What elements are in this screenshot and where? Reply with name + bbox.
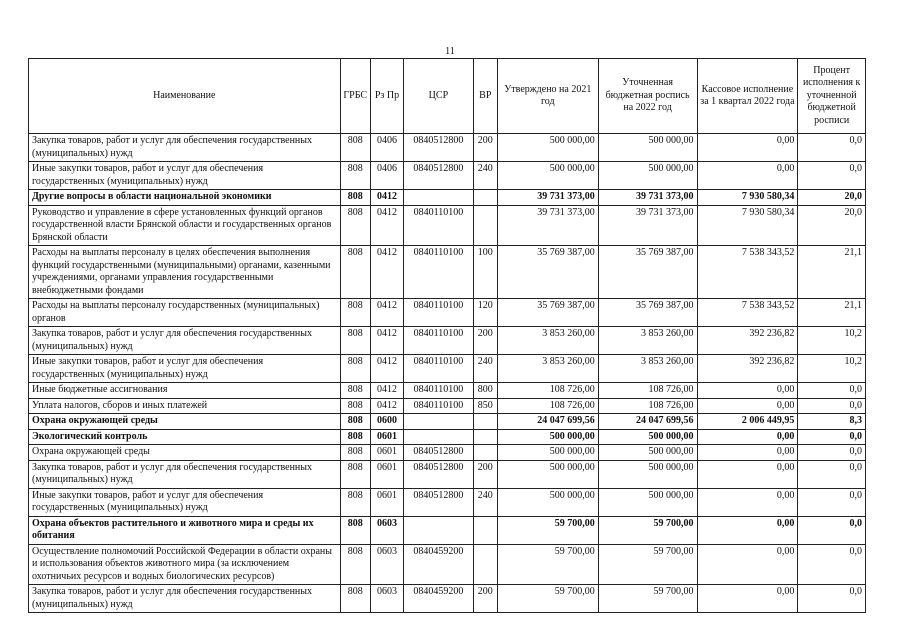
header-approved-2021: Утверждено на 2021 год [497,59,598,134]
table-row [29,327,866,355]
cell-vr: 240 [473,488,497,516]
cell-refined: 500 000,00 [598,162,697,190]
cell-approved: 35 769 387,00 [497,246,598,299]
cell-csr: 0840512800 [404,445,474,461]
cell-approved: 59 700,00 [497,516,598,544]
cell-refined: 59 700,00 [598,516,697,544]
cell-grbs: 808 [340,383,370,399]
page-number: 11 [445,46,455,57]
cell-rzpr: 0412 [370,355,403,383]
table-row [29,190,866,206]
cell-vr [473,429,497,445]
cell-vr: 200 [473,460,497,488]
cell-name: Охрана окружающей среды [29,414,341,430]
cell-percent: 10,2 [798,355,866,383]
cell-executed: 0,00 [697,585,798,613]
cell-approved: 3 853 260,00 [497,355,598,383]
cell-name: Расходы на выплаты персоналу в целях обеспечения выполнения функций государственными (муниципальными) органами, казенными учреждениями, органами управления государственными внебюджетными фондами [29,246,341,299]
cell-executed: 7 538 343,52 [697,246,798,299]
cell-vr: 240 [473,162,497,190]
cell-approved: 108 726,00 [497,383,598,399]
cell-name: Закупка товаров, работ и услуг для обеспечения государственных (муниципальных) нужд [29,134,341,162]
table-row [29,134,866,162]
cell-csr [404,429,474,445]
table-header-row [29,59,866,134]
cell-csr: 0840512800 [404,488,474,516]
cell-grbs: 808 [340,205,370,246]
cell-refined: 500 000,00 [598,445,697,461]
cell-refined: 35 769 387,00 [598,299,697,327]
cell-approved: 39 731 373,00 [497,190,598,206]
cell-csr: 0840512800 [404,460,474,488]
cell-grbs: 808 [340,460,370,488]
cell-executed: 392 236,82 [697,327,798,355]
cell-rzpr: 0412 [370,327,403,355]
cell-rzpr: 0412 [370,299,403,327]
header-csr: ЦСР [404,59,474,134]
cell-executed: 0,00 [697,134,798,162]
cell-vr: 240 [473,355,497,383]
cell-approved: 500 000,00 [497,134,598,162]
cell-rzpr: 0406 [370,134,403,162]
cell-approved: 35 769 387,00 [497,299,598,327]
cell-executed: 0,00 [697,429,798,445]
cell-grbs: 808 [340,398,370,414]
cell-refined: 500 000,00 [598,429,697,445]
cell-percent: 0,0 [798,516,866,544]
cell-percent: 0,0 [798,398,866,414]
header-rzpr: Рз Пр [370,59,403,134]
cell-rzpr: 0412 [370,205,403,246]
table-row [29,488,866,516]
cell-vr [473,544,497,585]
header-name: Наименование [29,59,341,134]
cell-name: Руководство и управление в сфере установленных функций органов государственной власти Брянской области и государственных органов Брянской области [29,205,341,246]
cell-executed: 0,00 [697,445,798,461]
table-row [29,585,866,613]
cell-csr: 0840110100 [404,205,474,246]
cell-percent: 0,0 [798,460,866,488]
cell-name: Закупка товаров, работ и услуг для обеспечения государственных (муниципальных) нужд [29,460,341,488]
cell-executed: 0,00 [697,460,798,488]
cell-rzpr: 0412 [370,398,403,414]
cell-grbs: 808 [340,544,370,585]
cell-rzpr: 0603 [370,516,403,544]
cell-csr: 0840110100 [404,398,474,414]
table-row [29,299,866,327]
cell-percent: 0,0 [798,162,866,190]
table-row [29,516,866,544]
cell-vr [473,516,497,544]
cell-rzpr: 0601 [370,488,403,516]
cell-vr [473,205,497,246]
table-row [29,460,866,488]
cell-percent: 20,0 [798,205,866,246]
cell-rzpr: 0601 [370,429,403,445]
cell-name: Расходы на выплаты персоналу государственных (муниципальных) органов [29,299,341,327]
cell-refined: 24 047 699,56 [598,414,697,430]
cell-refined: 3 853 260,00 [598,327,697,355]
cell-vr: 800 [473,383,497,399]
cell-vr: 200 [473,134,497,162]
table-row [29,162,866,190]
cell-csr: 0840110100 [404,327,474,355]
cell-approved: 500 000,00 [497,445,598,461]
cell-refined: 59 700,00 [598,585,697,613]
cell-percent: 8,3 [798,414,866,430]
cell-csr: 0840459200 [404,585,474,613]
cell-name: Охрана окружающей среды [29,445,341,461]
cell-executed: 0,00 [697,162,798,190]
cell-percent: 0,0 [798,445,866,461]
cell-grbs: 808 [340,488,370,516]
table-row [29,429,866,445]
cell-percent: 10,2 [798,327,866,355]
cell-percent: 0,0 [798,134,866,162]
table-body [29,134,866,613]
table-row [29,205,866,246]
cell-refined: 35 769 387,00 [598,246,697,299]
cell-name: Иные закупки товаров, работ и услуг для обеспечения государственных (муниципальных) нужд [29,355,341,383]
cell-executed: 0,00 [697,383,798,399]
cell-refined: 108 726,00 [598,383,697,399]
cell-approved: 500 000,00 [497,460,598,488]
cell-grbs: 808 [340,162,370,190]
cell-name: Иные закупки товаров, работ и услуг для обеспечения государственных (муниципальных) нужд [29,162,341,190]
cell-vr: 100 [473,246,497,299]
cell-approved: 39 731 373,00 [497,205,598,246]
table-row [29,246,866,299]
cell-vr [473,190,497,206]
cell-grbs: 808 [340,585,370,613]
cell-name: Экологический контроль [29,429,341,445]
budget-table [28,58,866,613]
cell-rzpr: 0601 [370,460,403,488]
cell-percent: 21,1 [798,299,866,327]
cell-csr: 0840110100 [404,299,474,327]
table-row [29,355,866,383]
cell-grbs: 808 [340,246,370,299]
cell-csr: 0840110100 [404,355,474,383]
cell-rzpr: 0601 [370,445,403,461]
cell-csr [404,516,474,544]
cell-approved: 500 000,00 [497,429,598,445]
cell-grbs: 808 [340,190,370,206]
cell-rzpr: 0412 [370,190,403,206]
cell-grbs: 808 [340,327,370,355]
cell-executed: 0,00 [697,544,798,585]
cell-rzpr: 0412 [370,383,403,399]
cell-executed: 0,00 [697,488,798,516]
cell-executed: 7 930 580,34 [697,190,798,206]
cell-vr [473,414,497,430]
cell-refined: 500 000,00 [598,460,697,488]
cell-vr: 200 [473,585,497,613]
cell-executed: 2 006 449,95 [697,414,798,430]
cell-refined: 500 000,00 [598,488,697,516]
cell-refined: 39 731 373,00 [598,190,697,206]
cell-refined: 39 731 373,00 [598,205,697,246]
cell-csr: 0840459200 [404,544,474,585]
cell-approved: 108 726,00 [497,398,598,414]
cell-percent: 0,0 [798,383,866,399]
cell-name: Уплата налогов, сборов и иных платежей [29,398,341,414]
cell-percent: 0,0 [798,544,866,585]
cell-csr: 0840110100 [404,383,474,399]
cell-refined: 500 000,00 [598,134,697,162]
cell-approved: 24 047 699,56 [497,414,598,430]
header-percent: Процент исполнения к уточненной бюджетной росписи [798,59,866,134]
header-refined-2022: Уточненная бюджетная роспись на 2022 год [598,59,697,134]
cell-name: Иные закупки товаров, работ и услуг для обеспечения государственных (муниципальных) нужд [29,488,341,516]
cell-executed: 7 538 343,52 [697,299,798,327]
cell-rzpr: 0406 [370,162,403,190]
cell-name: Закупка товаров, работ и услуг для обеспечения государственных (муниципальных) нужд [29,327,341,355]
cell-rzpr: 0603 [370,544,403,585]
cell-refined: 108 726,00 [598,398,697,414]
cell-vr: 850 [473,398,497,414]
cell-executed: 392 236,82 [697,355,798,383]
cell-percent: 0,0 [798,429,866,445]
header-executed-q1: Кассовое исполнение за 1 квартал 2022 года [697,59,798,134]
cell-approved: 59 700,00 [497,585,598,613]
table-row [29,414,866,430]
cell-executed: 0,00 [697,398,798,414]
cell-vr: 200 [473,327,497,355]
cell-rzpr: 0600 [370,414,403,430]
cell-name: Охрана объектов растительного и животного мира и среды их обитания [29,516,341,544]
cell-executed: 7 930 580,34 [697,205,798,246]
cell-executed: 0,00 [697,516,798,544]
cell-csr [404,414,474,430]
cell-grbs: 808 [340,299,370,327]
cell-name: Иные бюджетные ассигнования [29,383,341,399]
cell-csr: 0840512800 [404,134,474,162]
cell-approved: 59 700,00 [497,544,598,585]
table-row [29,398,866,414]
cell-percent: 20,0 [798,190,866,206]
cell-name: Осуществление полномочий Российской Федерации в области охраны и использования объектов животного мира (за исключением охотничьих ресурсов и водных биологических ресурсов) [29,544,341,585]
cell-csr: 0840110100 [404,246,474,299]
cell-refined: 59 700,00 [598,544,697,585]
cell-percent: 21,1 [798,246,866,299]
cell-csr [404,190,474,206]
table-row [29,544,866,585]
cell-vr: 120 [473,299,497,327]
cell-grbs: 808 [340,355,370,383]
cell-approved: 3 853 260,00 [497,327,598,355]
cell-rzpr: 0603 [370,585,403,613]
cell-grbs: 808 [340,445,370,461]
cell-name: Другие вопросы в области национальной экономики [29,190,341,206]
cell-percent: 0,0 [798,585,866,613]
cell-approved: 500 000,00 [497,162,598,190]
table-row [29,383,866,399]
cell-approved: 500 000,00 [497,488,598,516]
cell-csr: 0840512800 [404,162,474,190]
cell-grbs: 808 [340,516,370,544]
cell-vr [473,445,497,461]
cell-refined: 3 853 260,00 [598,355,697,383]
cell-grbs: 808 [340,429,370,445]
cell-grbs: 808 [340,134,370,162]
header-grbs: ГРБС [340,59,370,134]
cell-rzpr: 0412 [370,246,403,299]
cell-grbs: 808 [340,414,370,430]
cell-name: Закупка товаров, работ и услуг для обеспечения государственных (муниципальных) нужд [29,585,341,613]
table-row [29,445,866,461]
cell-percent: 0,0 [798,488,866,516]
header-vr: ВР [473,59,497,134]
